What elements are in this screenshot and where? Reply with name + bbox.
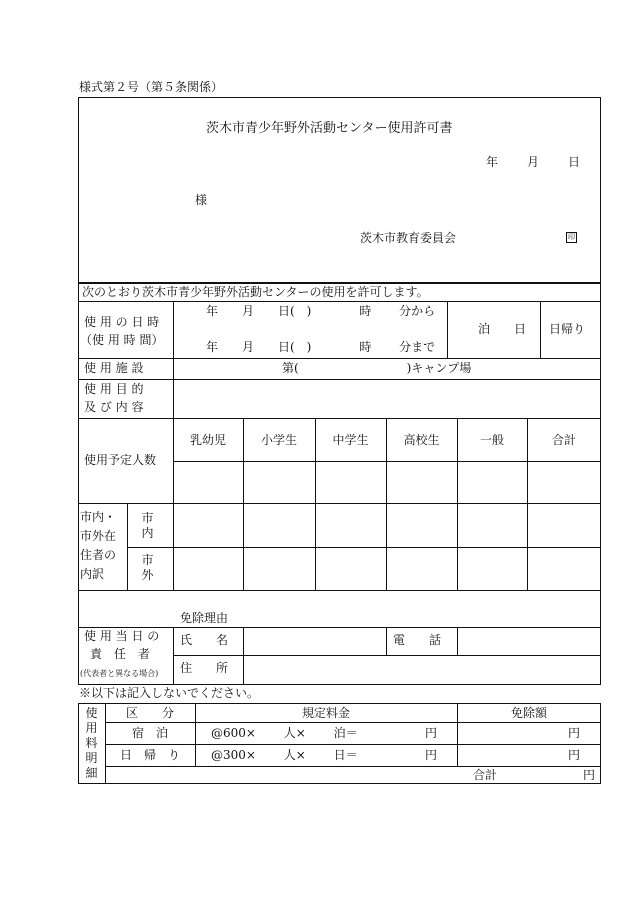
representative-note: (代表者と異なる場合) xyxy=(80,669,159,678)
residence-label-3: 住者の xyxy=(80,548,117,562)
date-month: 月 xyxy=(527,155,540,169)
honorific: 様 xyxy=(195,193,208,207)
col-total: 合計 xyxy=(551,433,576,447)
fee-row-daytrip-exempt-unit: 円 xyxy=(568,748,581,762)
date-year: 年 xyxy=(486,155,499,169)
fee-side-label: 使用料明細 xyxy=(85,706,98,780)
day-trip-label[interactable]: 日帰り xyxy=(549,322,586,336)
people-label: 使用予定人数 xyxy=(84,453,157,467)
fee-row-stay-unit: 円 xyxy=(425,726,438,740)
purpose-input[interactable] xyxy=(175,380,599,417)
col-junior-high: 中学生 xyxy=(332,433,369,447)
col-elementary: 小学生 xyxy=(260,433,297,447)
fee-row-stay-formula[interactable]: @600× 人× 泊＝ xyxy=(211,726,358,740)
fee-row-daytrip-formula[interactable]: @300× 人× 日＝ xyxy=(211,748,358,762)
representative-label-1: 使 用 当 日 の xyxy=(84,629,160,643)
name-label: 氏 名 xyxy=(180,633,229,647)
office-use-note: ※以下は記入しないでください。 xyxy=(79,686,260,700)
fee-row-daytrip-unit: 円 xyxy=(425,748,438,762)
date-day: 日 xyxy=(568,155,581,169)
residence-label-4: 内訳 xyxy=(80,567,105,581)
col-general: 一般 xyxy=(479,433,504,447)
residence-label-1: 市内・ xyxy=(80,510,117,524)
exemption-reason-label: 免除理由 xyxy=(180,611,229,625)
representative-label-2: 責 任 者 xyxy=(90,647,151,661)
usage-from-line[interactable]: 年 月 日( ) 時 分から xyxy=(206,304,436,318)
usage-to-line[interactable]: 年 月 日( ) 時 分まで xyxy=(206,340,436,354)
col-high-school: 高校生 xyxy=(403,433,440,447)
fee-col-category: 区 分 xyxy=(125,706,174,720)
usage-date-label: 使 用 の 日 時 xyxy=(84,315,160,329)
fee-total-label: 合計 xyxy=(473,768,498,782)
fee-total-unit: 円 xyxy=(583,768,596,782)
city-in-label: 市内 xyxy=(141,511,154,540)
permit-title: 茨木市青少年野外活動センター使用許可書 xyxy=(206,121,453,136)
residence-label-2: 市外在 xyxy=(80,529,117,543)
facility-label: 使 用 施 設 xyxy=(84,361,144,375)
issuer: 茨木市教育委員会 xyxy=(360,231,457,245)
seal-mark: 印 xyxy=(568,233,575,241)
phone-label: 電 話 xyxy=(393,633,442,647)
purpose-label-1: 使 用 目 的 xyxy=(84,382,144,396)
usage-date-sublabel: （使 用 時 間） xyxy=(80,333,164,347)
nights-label[interactable]: 泊 日 xyxy=(478,322,527,336)
city-out-label: 市外 xyxy=(141,553,154,582)
facility-value[interactable]: 第( )キャンプ場 xyxy=(282,361,472,375)
purpose-label-2: 及 び 内 容 xyxy=(84,400,144,414)
fee-row-daytrip-category: 日 帰 り xyxy=(119,748,180,762)
fee-row-stay-exempt-unit: 円 xyxy=(568,726,581,740)
form-number: 様式第２号（第５条関係） xyxy=(79,80,224,94)
col-infant: 乳幼児 xyxy=(189,433,226,447)
fee-row-stay-category: 宿 泊 xyxy=(131,726,168,740)
fee-col-standard: 規定料金 xyxy=(301,706,350,720)
intro-text: 次のとおり茨木市青少年野外活動センターの使用を許可します。 xyxy=(82,285,429,299)
address-label: 住 所 xyxy=(180,661,229,675)
fee-col-exempt: 免除額 xyxy=(510,706,547,720)
